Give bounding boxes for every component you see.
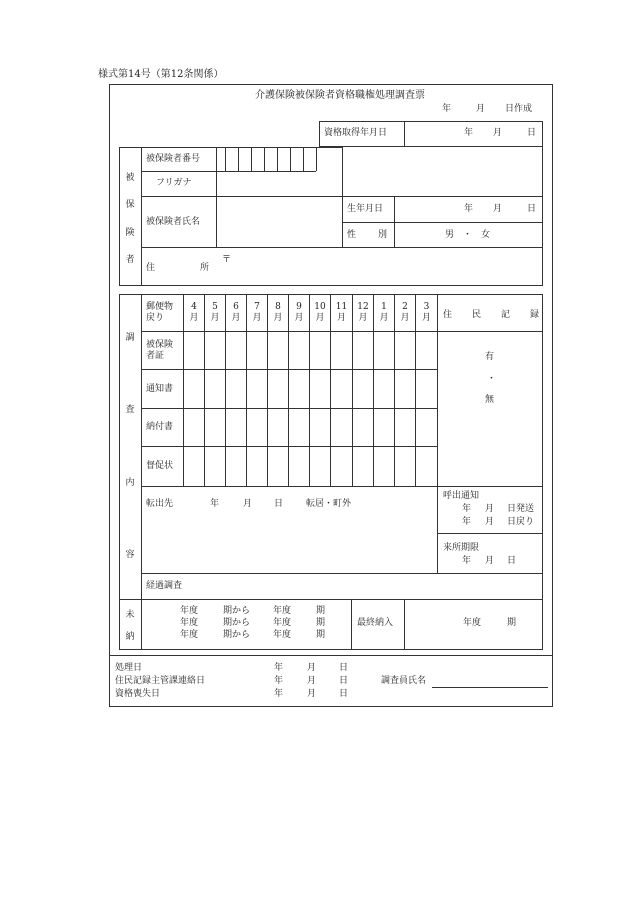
survey-side-label bbox=[122, 330, 138, 560]
unpaid-row-1-year-from: 年度 bbox=[180, 606, 199, 616]
visit-year: 年 bbox=[462, 556, 472, 566]
insured-side-label bbox=[122, 170, 138, 265]
resident-record-char: 録 bbox=[529, 310, 539, 320]
call-sent-year: 年 bbox=[462, 504, 472, 514]
call-returned-day: 日戻り bbox=[507, 517, 535, 527]
processing-year: 年 bbox=[274, 663, 284, 673]
month-header: 8 月 bbox=[273, 302, 283, 324]
form-title: 介護保険被保険者資格職権処理調査票 bbox=[255, 90, 425, 101]
last-payment-label: 最終納入 bbox=[357, 618, 394, 628]
liaison-date-label: 住民記録主管課連絡日 bbox=[115, 676, 206, 686]
moved-to-day: 日 bbox=[274, 499, 284, 509]
resident-option-dot: ・ bbox=[487, 374, 497, 384]
acquisition-date-label: 資格取得年月日 bbox=[324, 128, 388, 138]
row-label-notice: 通知書 bbox=[146, 384, 174, 394]
last-payment-period: 期 bbox=[507, 618, 517, 628]
visit-day: 日 bbox=[507, 556, 517, 566]
unpaid-row-2-year-from: 年度 bbox=[180, 618, 199, 628]
unpaid-row-2-period-to: 期 bbox=[316, 618, 326, 628]
loss-day: 日 bbox=[339, 689, 349, 699]
acquisition-month: 月 bbox=[493, 128, 503, 138]
call-returned-month: 月 bbox=[485, 517, 495, 527]
call-sent-month: 月 bbox=[485, 504, 495, 514]
created-day: 日作成 bbox=[505, 104, 533, 114]
created-year: 年 bbox=[442, 104, 452, 114]
unpaid-row-3-period-to: 期 bbox=[316, 630, 326, 640]
insured-name-label: 被保険者氏名 bbox=[146, 217, 201, 227]
processing-day: 日 bbox=[339, 663, 349, 673]
row-label-insured-card: 被保険 者証 bbox=[146, 340, 174, 362]
gender-label-2: 別 bbox=[378, 230, 388, 240]
loss-date-label: 資格喪失日 bbox=[115, 689, 161, 699]
insured-side-char-3: 険 bbox=[125, 227, 135, 238]
created-month: 月 bbox=[476, 104, 486, 114]
unpaid-side-label bbox=[122, 607, 138, 642]
gender-options[interactable]: 男 ・ 女 bbox=[445, 230, 491, 240]
resident-record-char: 民 bbox=[471, 310, 481, 320]
survey-side-char-3: 内 bbox=[125, 477, 135, 488]
row-label-reminder: 督促状 bbox=[146, 461, 174, 471]
furigana-label: フリガナ bbox=[156, 178, 192, 188]
month-header: 6 月 bbox=[231, 302, 241, 324]
resident-option-yes[interactable]: 有 bbox=[485, 352, 495, 362]
processing-month: 月 bbox=[307, 663, 317, 673]
month-header: 4 月 bbox=[189, 302, 199, 324]
unpaid-row-2-year-to: 年度 bbox=[273, 618, 292, 628]
birth-month: 月 bbox=[493, 204, 503, 214]
unpaid-row-1-period-from: 期から bbox=[223, 606, 251, 616]
month-header: 11 月 bbox=[335, 302, 348, 324]
investigator-label: 調査員氏名 bbox=[381, 676, 427, 686]
month-header: 1 月 bbox=[379, 302, 389, 324]
call-sent-day: 日発送 bbox=[507, 504, 535, 514]
insured-side-char-1: 被 bbox=[125, 173, 135, 183]
liaison-day: 日 bbox=[339, 676, 349, 686]
month-header: 12 月 bbox=[357, 302, 369, 324]
call-notice-label: 呼出通知 bbox=[443, 491, 480, 501]
acquisition-day[interactable]: 日 bbox=[527, 128, 537, 138]
gender-label-1: 性 bbox=[347, 230, 357, 240]
insured-side-char-4: 者 bbox=[125, 254, 135, 265]
month-header: 7 月 bbox=[252, 302, 262, 324]
unpaid-side-char-2: 納 bbox=[125, 632, 135, 642]
acquisition-year: 年 bbox=[464, 128, 474, 138]
moved-to-month: 月 bbox=[243, 499, 253, 509]
resident-record-char: 住 bbox=[443, 310, 453, 320]
postal-mark: 〒 bbox=[222, 255, 232, 265]
insured-number-label: 被保険者番号 bbox=[146, 154, 201, 164]
last-payment-year: 年度 bbox=[463, 618, 482, 628]
month-header: 3 月 bbox=[421, 302, 431, 324]
visit-deadline-label: 来所期限 bbox=[443, 543, 480, 553]
progress-label: 経過調査 bbox=[146, 581, 183, 591]
moved-to-year: 年 bbox=[210, 499, 220, 509]
loss-year: 年 bbox=[274, 689, 284, 699]
unpaid-row-3-year-to: 年度 bbox=[273, 630, 292, 640]
resident-option-no[interactable]: 無 bbox=[485, 395, 495, 405]
unpaid-row-1-period-to: 期 bbox=[316, 606, 326, 616]
resident-record-char: 記 bbox=[500, 310, 510, 320]
survey-side-char-4: 容 bbox=[125, 549, 135, 560]
liaison-year: 年 bbox=[274, 676, 284, 686]
investigator-signature-line[interactable] bbox=[432, 687, 548, 688]
address-label-1: 住 bbox=[146, 263, 156, 273]
moved-to-label: 転出先 bbox=[146, 499, 174, 509]
loss-month: 月 bbox=[307, 689, 317, 699]
liaison-month: 月 bbox=[307, 676, 317, 686]
birth-date-label: 生年月日 bbox=[347, 204, 384, 214]
insured-side-char-2: 保 bbox=[125, 200, 135, 211]
survey-side-char-2: 査 bbox=[125, 405, 135, 416]
processing-date-label: 処理日 bbox=[115, 663, 143, 673]
unpaid-row-3-year-from: 年度 bbox=[180, 630, 199, 640]
call-returned-year: 年 bbox=[462, 517, 472, 527]
unpaid-row-1-year-to: 年度 bbox=[273, 606, 292, 616]
resident-record-label bbox=[443, 307, 539, 320]
month-header: 10 月 bbox=[314, 302, 326, 324]
month-header: 2 月 bbox=[400, 302, 410, 324]
visit-month: 月 bbox=[485, 556, 495, 566]
row-label-payment-slip: 納付書 bbox=[146, 422, 174, 432]
moved-type[interactable]: 転居・町外 bbox=[306, 499, 352, 509]
unpaid-side-char-1: 未 bbox=[125, 610, 135, 620]
birth-year: 年 bbox=[464, 204, 474, 214]
month-header: 9 月 bbox=[294, 302, 304, 324]
mail-returned-label: 郵便物 戻り bbox=[146, 302, 174, 324]
unpaid-row-2-period-from: 期から bbox=[223, 618, 251, 628]
birth-day: 日 bbox=[527, 204, 537, 214]
address-label-2: 所 bbox=[200, 263, 210, 273]
unpaid-row-3-period-from: 期から bbox=[223, 630, 251, 640]
survey-side-char-1: 調 bbox=[125, 333, 135, 343]
month-header: 5 月 bbox=[210, 302, 220, 324]
form-number: 様式第14号（第12条関係） bbox=[98, 69, 224, 80]
insured-number-digits[interactable] bbox=[216, 147, 321, 171]
